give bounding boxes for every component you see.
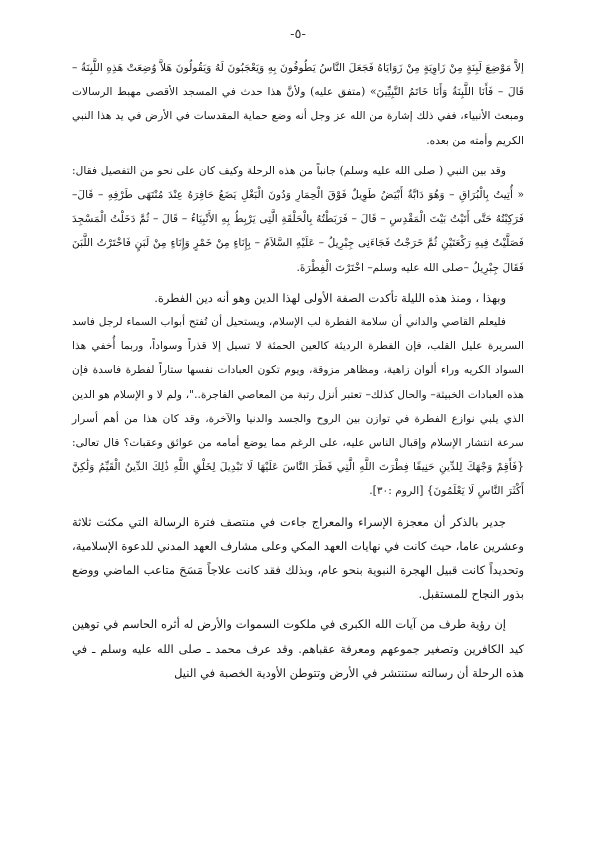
paragraph-fitra-statement: وبهذا ، ومنذ هذه الليلة تأكدت الصفة الأولى لهذا الدين وهو أنه دين الفطرة. — [154, 290, 506, 305]
paragraph-timing: جدير بالذكر أن معجزة الإسراء والمعراج جاءت في منتصف فترة الرسالة التي مكثت ثلاثة وعشرين عاما، حيث كانت في نهايات العهد المكي وعلى مشارف العهد المدني للدعوة الإسلامية، وتحديداً كانت قبيل الهجرة النبوية بنحو عام، وبذلك فقد كانت علاجاً مَسَحَ متاعب الماضي ووضع بذور النجاح للمستقبل. — [72, 514, 524, 602]
page-number: -٥- — [290, 27, 306, 42]
paragraph-isra-journey: وقد بين النبي ( صلى الله عليه وسلم) جانباً من هذه الرحلة وكيف كان على نحو من التفصيل فقال: « أُتِيتُ بِالْبُرَاقِ – وَهُوَ دَابَّةٌ أَبْيَضُ طَوِيلٌ فَوْقَ الْحِمَارِ وَدُونَ الْبَغْلِ يَضَعُ حَافِرَهُ عِنْدَ مُنْتَهَى طَرْفِهِ – قَالَ– فَرَكِبْتُهُ حَتَّى أَتَيْتُ بَيْتَ الْمَقْدِسِ – قَالَ – فَرَبَطْتُهُ بِالْحَلْقَةِ الَّتِى يَرْبِطُ بِهِ الأَنْبِيَاءُ – قَالَ – ثُمَّ دَخَلْتُ الْمَسْجِدَ فَصَلَّيْتُ فِيهِ رَكْعَتَيْنِ ثُمَّ خَرَجْتُ فَجَاءَنِى جِبْرِيلُ – عَلَيْهِ السَّلاَمُ – بِإِنَاءٍ مِنْ خَمْرٍ وَإِنَاءٍ مِنْ لَبَنٍ فَاخْتَرْتُ اللَّبَنَ فَقَالَ جِبْرِيلُ –صلى الله عليه وسلم– اخْتَرْتَ الْفِطْرَةَ. — [72, 163, 524, 274]
page-body — [72, 56, 524, 685]
paragraph-signs: إن رؤية طرف من آيات الله الكبرى في ملكوت السموات والأرض له أثره الحاسم في توهين كيد الكافرين وتصغير جموعهم ومعرفة عقباهم. وقد عرف محمد ـ صلى الله عليه وسلم ـ في هذه الرحلة أن رسالته ستنتشر في الأرض وتتوطن الأودية الخصبة في النيل — [72, 617, 524, 680]
paragraph-hadith-continuation: إلاَّ مَوْضِعَ لَبِنَةٍ مِنْ زَاوِيَةٍ مِنْ زَوَايَاهُ فَجَعَلَ النَّاسُ يَطُوفُونَ بِهِ وَيَعْجَبُونَ لَهُ وَيَقُولُونَ هَلاَّ وُضِعَتْ هَذِهِ اللَّبِنَةُ – قَالَ – فَأَنَا اللَّبِنَةُ وَأَنَا خَاتَمُ النَّبِيِّينَ» (متفق عليه) ولأنَّ هذا حدث في المسجد الأقصى مهبط الرسالات ومبعث الأنبياء، ففي ذلك إشارة من الله عز وجل أنه وضع حماية المقدسات في الأرض في يد هذا النبي الكريم وأمته من بعده. — [72, 61, 524, 147]
paragraph-fitra-explanation: فليعلم القاصي والداني أن سلامة الفطرة لب الإسلام، ويستحيل أن تُفتح أبواب السماء لرجل فاسد السريرة عليل القلب، فإن الفطرة الرديئة كالعين الحمئة لا تسيل إلا قذراً وسواداً، وربما أُخفي هذا السواد الكريه وراء ألوان زاهية، ومظاهر مزوقة، ويوم تكون العبادات نفسها ستاراً لفطرة فاسدة فإن هذه العبادات الخبيثة– والحال كذلك– تعتبر أنزل رتبة من المعاصي الفاجرة.."، ولم لا و الإسلام هو الدين الذي يلبي نوازع الفطرة في توازن بين الروح والجسد والدنيا والآخرة، وقد كان هذا من أهم أسرار سرعة انتشار الإسلام وإقبال الناس عليه، على الرغم مما يوضع أمامه من عوائق وعقبات؟ قال تعالى: {فَأَقِمْ وَجْهَكَ لِلدِّينِ حَنِيفًا فِطْرَتَ اللَّهِ الَّتِي فَطَرَ النَّاسَ عَلَيْهَا لَا تَبْدِيلَ لِخَلْقِ اللَّهِ ذَٰلِكَ الدِّينُ الْقَيِّمُ وَلَٰكِنَّ أَكْثَرَ النَّاسِ لَا يَعْلَمُونَ} [الروم :٣٠]. — [72, 315, 524, 498]
